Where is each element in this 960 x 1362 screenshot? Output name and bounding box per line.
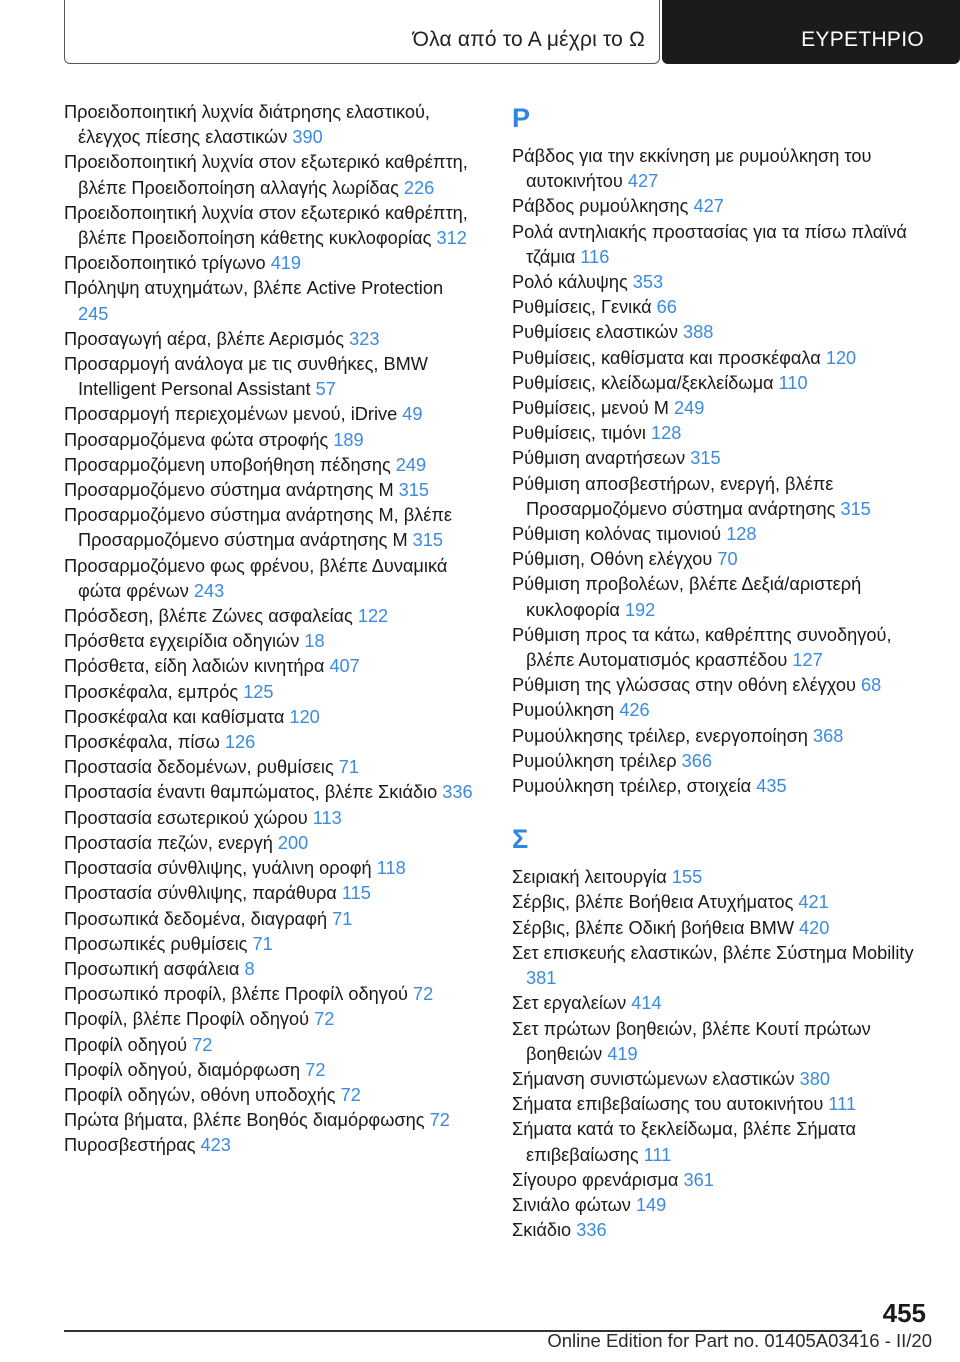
index-entry <box>512 991 932 1016</box>
index-entry-page-link[interactable]: 70 <box>717 549 738 570</box>
index-entry-text: Προσαρμοζόμενο σύστημα ανάρτησης M <box>64 480 399 501</box>
index-entry-page-link[interactable]: 72 <box>305 1059 326 1080</box>
index-entry-text: Ρύθμιση αναρτήσεων <box>512 448 691 469</box>
index-entry-page-link[interactable]: 421 <box>798 892 829 913</box>
index-entry <box>512 916 932 941</box>
section-tab-index-label: ΕΥΡΕΤΗΡΙΟ <box>801 28 924 51</box>
index-section-rho <box>512 144 932 799</box>
index-entry-page-link[interactable]: 149 <box>635 1194 667 1215</box>
index-entry-page-link[interactable]: 127 <box>792 650 823 671</box>
index-entry-text: Προειδοποιητικό τρίγωνο <box>64 253 271 274</box>
index-entry <box>512 774 932 799</box>
index-entry <box>512 371 932 396</box>
index-entry-page-link[interactable]: 113 <box>312 807 342 828</box>
index-entry <box>512 522 932 547</box>
index-entry-text: Ρύθμιση της γλώσσας στην οθόνη ελέγχου <box>512 675 861 696</box>
index-entry-text: Σέρβις, βλέπε Οδική βοήθεια BMW <box>512 917 800 938</box>
index-entry <box>512 698 932 723</box>
index-entry-page-link[interactable]: 66 <box>656 297 677 318</box>
index-entry <box>512 547 932 572</box>
index-entry <box>64 604 478 629</box>
index-entry-text: Ρυμούλκησης τρέιλερ, ενεργοποίηση <box>512 725 813 746</box>
index-entry-text: Προσωπικά δεδομένα, διαγραφή <box>64 908 333 929</box>
index-entry <box>64 831 478 856</box>
index-entry-page-link[interactable]: 111 <box>643 1144 672 1165</box>
index-entry <box>64 201 478 251</box>
index-entry <box>64 629 478 654</box>
index-entry-text: Προφίλ οδηγού <box>64 1034 193 1055</box>
index-entry <box>64 1108 478 1133</box>
index-entry-page-link[interactable]: 243 <box>193 580 225 601</box>
index-entry <box>64 982 478 1007</box>
index-entry <box>64 453 478 478</box>
index-entry-text: Προειδοποιητική λυχνία διάτρησης ελαστικού, έλεγχος πίεσης ελαστικών <box>64 102 430 148</box>
index-entry-text: Ρυθμίσεις ελαστικών <box>512 322 684 343</box>
index-entry <box>512 144 932 194</box>
index-entry-page-link[interactable]: 125 <box>243 681 274 702</box>
index-entry-text: Προφίλ οδηγού, διαμόρφωση <box>64 1059 306 1080</box>
index-entry-page-link[interactable]: 110 <box>778 372 808 393</box>
index-entry <box>512 346 932 371</box>
index-entry-page-link[interactable]: 120 <box>825 347 857 368</box>
index-entry-page-link[interactable]: 200 <box>277 832 309 853</box>
index-entry-page-link[interactable]: 120 <box>289 706 320 727</box>
index-entry-page-link[interactable]: 68 <box>860 675 882 696</box>
index-entry-page-link[interactable]: 128 <box>726 524 757 545</box>
index-entry-text: Ρυθμίσεις, καθίσματα και προσκέφαλα <box>512 347 826 368</box>
index-entry-page-link[interactable]: 380 <box>799 1068 830 1089</box>
index-entry-page-link[interactable]: 419 <box>270 253 302 274</box>
index-entry-page-link[interactable]: 353 <box>632 272 664 293</box>
index-entry <box>64 780 478 805</box>
index-entry-page-link[interactable]: 426 <box>619 700 650 721</box>
index-entry-text: Προσαρμοζόμενη υποβοήθηση πέδησης <box>64 454 396 475</box>
index-entry <box>64 705 478 730</box>
index-entry-text: Ράβδος ρυμούλκησης <box>512 196 694 217</box>
index-entry-page-link[interactable]: 381 <box>526 968 557 989</box>
index-entry <box>64 755 478 780</box>
index-section-sigma <box>512 865 932 1243</box>
index-entry-text: Σετ εργαλείων <box>512 993 632 1014</box>
index-entry-text: Σινιάλο φώτων <box>512 1194 636 1215</box>
index-entry-text: Ρυμούλκηση <box>512 700 620 721</box>
index-entry-text: Προσαρμογή περιεχομένων μενού, iDrive <box>64 404 403 425</box>
index-entry-text: Προσκέφαλα και καθίσματα <box>64 706 290 727</box>
page-number: 455 <box>882 1298 926 1328</box>
index-entry-text: Ρύθμιση, Οθόνη ελέγχου <box>512 549 718 570</box>
index-entry-page-link[interactable]: 407 <box>329 656 360 677</box>
index-entry <box>512 749 932 774</box>
index-entry-page-link[interactable]: 427 <box>627 171 659 192</box>
index-entry-text: Προσωπικό προφίλ, βλέπε Προφίλ οδηγού <box>64 984 413 1005</box>
index-entry-page-link[interactable]: 245 <box>78 303 109 324</box>
index-entry <box>512 1067 932 1092</box>
index-entry-page-link[interactable]: 368 <box>812 725 844 746</box>
index-entry <box>64 730 478 755</box>
section-tab-a-to-z[interactable] <box>64 0 660 64</box>
index-entry-text: Προσαρμοζόμενο σύστημα ανάρτησης M, βλέπε Προσαρμοζόμενο σύστημα ανάρτησης M <box>64 505 453 551</box>
index-entry <box>512 890 932 915</box>
index-entry-text: Προφίλ οδηγών, οθόνη υποδοχής <box>64 1084 341 1105</box>
index-entry-text: Προειδοποιητική λυχνία στον εξωτερικό καθρέπτη, βλέπε Προειδοποίηση κάθετης κυκλοφορίας <box>64 202 468 249</box>
index-entry <box>512 320 932 345</box>
index-entry-text: Σετ επισκευής ελαστικών, βλέπε Σύστημα Mobility <box>512 942 914 963</box>
index-entry <box>512 1017 932 1067</box>
index-entry <box>512 1092 932 1117</box>
index-entry-text: Προστασία έναντι θαμπώματος, βλέπε Σκιάδιο <box>64 782 443 803</box>
index-entry-page-link[interactable]: 49 <box>402 404 423 425</box>
index-entry-page-link[interactable]: 122 <box>357 606 389 627</box>
index-entry <box>64 1058 478 1083</box>
index-entry-page-link[interactable]: 72 <box>340 1084 361 1105</box>
index-entry-text: Σίγουρο φρενάρισμα <box>512 1169 684 1190</box>
index-entry <box>512 396 932 421</box>
index-entry-text: Σκιάδιο <box>512 1220 577 1241</box>
index-entry-text: Προφίλ, βλέπε Προφίλ οδηγού <box>64 1009 315 1030</box>
index-entry <box>64 881 478 906</box>
index-entry-text: Σήματα κατά το ξεκλείδωμα, βλέπε Σήματα επιβεβαίωσης <box>512 1119 856 1165</box>
index-entry-text: Προστασία δεδομένων, ρυθμίσεις <box>64 757 339 778</box>
index-entry-text: Ρυθμίσεις, μενού M <box>512 398 674 419</box>
index-entry <box>512 220 932 270</box>
index-entry-text: Σήμανση συνιστώμενων ελαστικών <box>512 1068 800 1089</box>
index-entry <box>512 1168 932 1193</box>
index-entry-text: Προστασία σύνθλιψης, γυάλινη οροφή <box>64 858 377 879</box>
index-entry-text: Ρολά αντηλιακής προστασίας για τα πίσω πλαϊνά τζάμια <box>512 221 907 267</box>
index-entry-text: Προστασία πεζών, ενεργή <box>64 832 278 853</box>
index-entry-page-link[interactable]: 366 <box>681 750 712 771</box>
index-entry <box>512 270 932 295</box>
index-entry-page-link[interactable]: 115 <box>341 883 371 904</box>
index-entry-page-link[interactable]: 128 <box>650 423 682 444</box>
index-entry <box>64 856 478 881</box>
index-entry-page-link[interactable]: 71 <box>338 757 360 778</box>
index-entry <box>64 957 478 982</box>
index-entry-page-link[interactable]: 435 <box>756 776 787 797</box>
index-entry-page-link[interactable]: 71 <box>252 933 273 954</box>
index-entry <box>64 251 478 276</box>
footer-edition: Online Edition for Part no. 01405A03416 - II/20 <box>547 1330 932 1351</box>
index-entry <box>64 554 478 604</box>
index-entry-page-link[interactable]: 192 <box>624 599 656 620</box>
index-entry <box>64 907 478 932</box>
index-entry <box>64 100 478 150</box>
index-entry <box>64 1083 478 1108</box>
index-entry-text: Σειριακή λειτουργία <box>512 867 672 888</box>
index-entry-page-link[interactable]: 361 <box>683 1169 714 1190</box>
index-entry-text: Ρύθμιση αποσβεστήρων, ενεργή, βλέπε Προσαρμοζόμενο σύστημα ανάρτησης <box>512 473 841 519</box>
index-entry-text: Προσαγωγή αέρα, βλέπε Αερισμός <box>64 328 350 349</box>
index-entry-text: Ρολό κάλυψης <box>512 272 633 293</box>
index-letter-rho: Ρ <box>512 103 531 133</box>
index-entry-text: Προσωπική ασφάλεια <box>64 958 245 979</box>
index-entry <box>64 1033 478 1058</box>
index-entry-text: Ράβδος για την εκκίνηση με ρυμούλκηση του αυτοκινήτου <box>512 146 872 192</box>
index-entry-page-link[interactable]: 126 <box>224 732 256 753</box>
index-entry-text: Σέρβις, βλέπε Βοήθεια Ατυχήματος <box>512 892 799 913</box>
index-entry-text: Ρυμούλκηση τρέιλερ <box>512 750 682 771</box>
index-entry <box>64 276 478 326</box>
index-entry <box>64 932 478 957</box>
index-entry-page-link[interactable]: 249 <box>673 398 705 419</box>
index-entry <box>64 428 478 453</box>
index-column-left <box>64 100 478 1159</box>
index-entry <box>512 446 932 471</box>
index-entry-text: Προσκέφαλα, πίσω <box>64 732 225 753</box>
index-entry-page-link[interactable]: 116 <box>580 246 610 267</box>
index-entry <box>64 680 478 705</box>
index-entry-page-link[interactable]: 423 <box>200 1135 231 1156</box>
index-entry-text: Ρυθμίσεις, Γενικά <box>512 297 657 318</box>
index-entry-text: Προσαρμογή ανάλογα με τις συνθήκες, BMW Intelligent Personal Assistant <box>64 354 428 400</box>
index-entry <box>64 654 478 679</box>
index-entry-page-link[interactable]: 111 <box>828 1094 857 1115</box>
index-entry <box>64 1007 478 1032</box>
index-entry-page-link[interactable]: 8 <box>244 958 255 979</box>
index-entry-page-link[interactable]: 118 <box>376 858 406 879</box>
index-entry-text: Ρύθμιση κολόνας τιμονιού <box>512 524 727 545</box>
index-entry <box>64 478 478 503</box>
index-entry-page-link[interactable]: 71 <box>332 908 353 929</box>
index-entry <box>512 623 932 673</box>
index-entry-page-link[interactable]: 72 <box>429 1110 450 1131</box>
index-entry <box>512 472 932 522</box>
index-entry-page-link[interactable]: 414 <box>631 993 662 1014</box>
index-entry <box>512 724 932 749</box>
index-entry-text: Σήματα επιβεβαίωσης του αυτοκινήτου <box>512 1094 829 1115</box>
index-entry <box>512 421 932 446</box>
index-entry <box>512 865 932 890</box>
index-entry-text: Ρύθμιση προβολέων, βλέπε Δεξιά/αριστερή κυκλοφορία <box>512 574 862 620</box>
index-entry-text: Πρόσθετα, είδη λαδιών κινητήρα <box>64 656 330 677</box>
index-entry-page-link[interactable]: 315 <box>398 480 430 501</box>
index-entry-page-link[interactable]: 72 <box>314 1009 335 1030</box>
index-entry-page-link[interactable]: 315 <box>840 498 871 519</box>
index-entry <box>512 673 932 698</box>
index-entry-page-link[interactable]: 336 <box>442 782 473 803</box>
index-entry-page-link[interactable]: 315 <box>690 448 721 469</box>
index-entry <box>512 295 932 320</box>
index-entry-text: Ρυμούλκηση τρέιλερ, στοιχεία <box>512 776 757 797</box>
index-column-right <box>512 100 932 1243</box>
index-entry-page-link[interactable]: 388 <box>683 322 714 343</box>
index-entry-text: Ρυθμίσεις, κλείδωμα/ξεκλείδωμα <box>512 372 779 393</box>
section-tab-index[interactable] <box>662 0 960 64</box>
page-header <box>64 0 960 64</box>
index-entry <box>64 503 478 553</box>
index-entry <box>512 1218 932 1243</box>
section-tab-a-to-z-label: Όλα από το Α μέχρι το Ω <box>412 28 645 51</box>
index-entry-text: Προσαρμοζόμενο φως φρένου, βλέπε Δυναμικά φώτα φρένων <box>64 555 448 601</box>
index-entry <box>64 806 478 831</box>
index-entry-text: Πρόσδεση, βλέπε Ζώνες ασφαλείας <box>64 606 358 627</box>
index-entry-page-link[interactable]: 226 <box>403 177 435 198</box>
index-entry-text: Προστασία εσωτερικού χώρου <box>64 807 313 828</box>
index-entry <box>64 352 478 402</box>
index-entry-page-link[interactable]: 427 <box>693 196 724 217</box>
index-entry-text: Προσαρμοζόμενα φώτα στροφής <box>64 429 334 450</box>
index-entry <box>64 150 478 200</box>
index-entry-page-link[interactable]: 419 <box>607 1043 638 1064</box>
index-entry-page-link[interactable]: 18 <box>304 631 325 652</box>
index-entry-page-link[interactable]: 57 <box>315 379 336 400</box>
index-entry-text: Προσκέφαλα, εμπρός <box>64 681 244 702</box>
index-entry-text: Προστασία σύνθλιψης, παράθυρα <box>64 883 342 904</box>
index-entry-page-link[interactable]: 72 <box>192 1034 213 1055</box>
index-entry-page-link[interactable]: 315 <box>412 530 444 551</box>
index-entry-text: Ρύθμιση προς τα κάτω, καθρέπτης συνοδηγού, βλέπε Αυτοματισμός κρασπέδου <box>512 624 892 671</box>
index-entry-text: Προσωπικές ρυθμίσεις <box>64 933 253 954</box>
index-entry <box>512 194 932 219</box>
index-entry-page-link[interactable]: 72 <box>412 984 434 1005</box>
index-entry <box>512 572 932 622</box>
index-entry-page-link[interactable]: 155 <box>671 867 703 888</box>
index-letter-sigma: Σ <box>512 824 529 855</box>
index-entry-text: Πρώτα βήματα, βλέπε Βοηθός διαμόρφωσης <box>64 1110 430 1131</box>
index-entry-text: Ρυθμίσεις, τιμόνι <box>512 423 651 444</box>
index-entry <box>64 1133 478 1158</box>
index-entry-text: Προειδοποιητική λυχνία στον εξωτερικό καθρέπτη, βλέπε Προειδοποίηση αλλαγής λωρίδας <box>64 152 468 198</box>
index-entry <box>512 1117 932 1167</box>
index-entry-page-link[interactable]: 336 <box>576 1220 607 1241</box>
index-entry <box>512 1193 932 1218</box>
index-entry <box>64 402 478 427</box>
index-entry <box>64 327 478 352</box>
index-entry-text: Πυροσβεστήρας <box>64 1135 201 1156</box>
index-entry-page-link[interactable]: 390 <box>292 127 323 148</box>
index-entry <box>512 941 932 991</box>
index-entry-page-link[interactable]: 312 <box>436 228 467 249</box>
index-entry-page-link[interactable]: 249 <box>395 454 427 475</box>
index-entry-page-link[interactable]: 420 <box>799 917 830 938</box>
index-entry-text: Πρόληψη ατυχημάτων, βλέπε Active Protection <box>64 278 444 299</box>
index-entry-text: Σετ πρώτων βοηθειών, βλέπε Κουτί πρώτων βοηθειών <box>512 1018 871 1064</box>
index-entry-page-link[interactable]: 189 <box>333 429 364 450</box>
index-entry-text: Πρόσθετα εγχειρίδια οδηγιών <box>64 631 305 652</box>
index-entry-page-link[interactable]: 323 <box>349 328 380 349</box>
